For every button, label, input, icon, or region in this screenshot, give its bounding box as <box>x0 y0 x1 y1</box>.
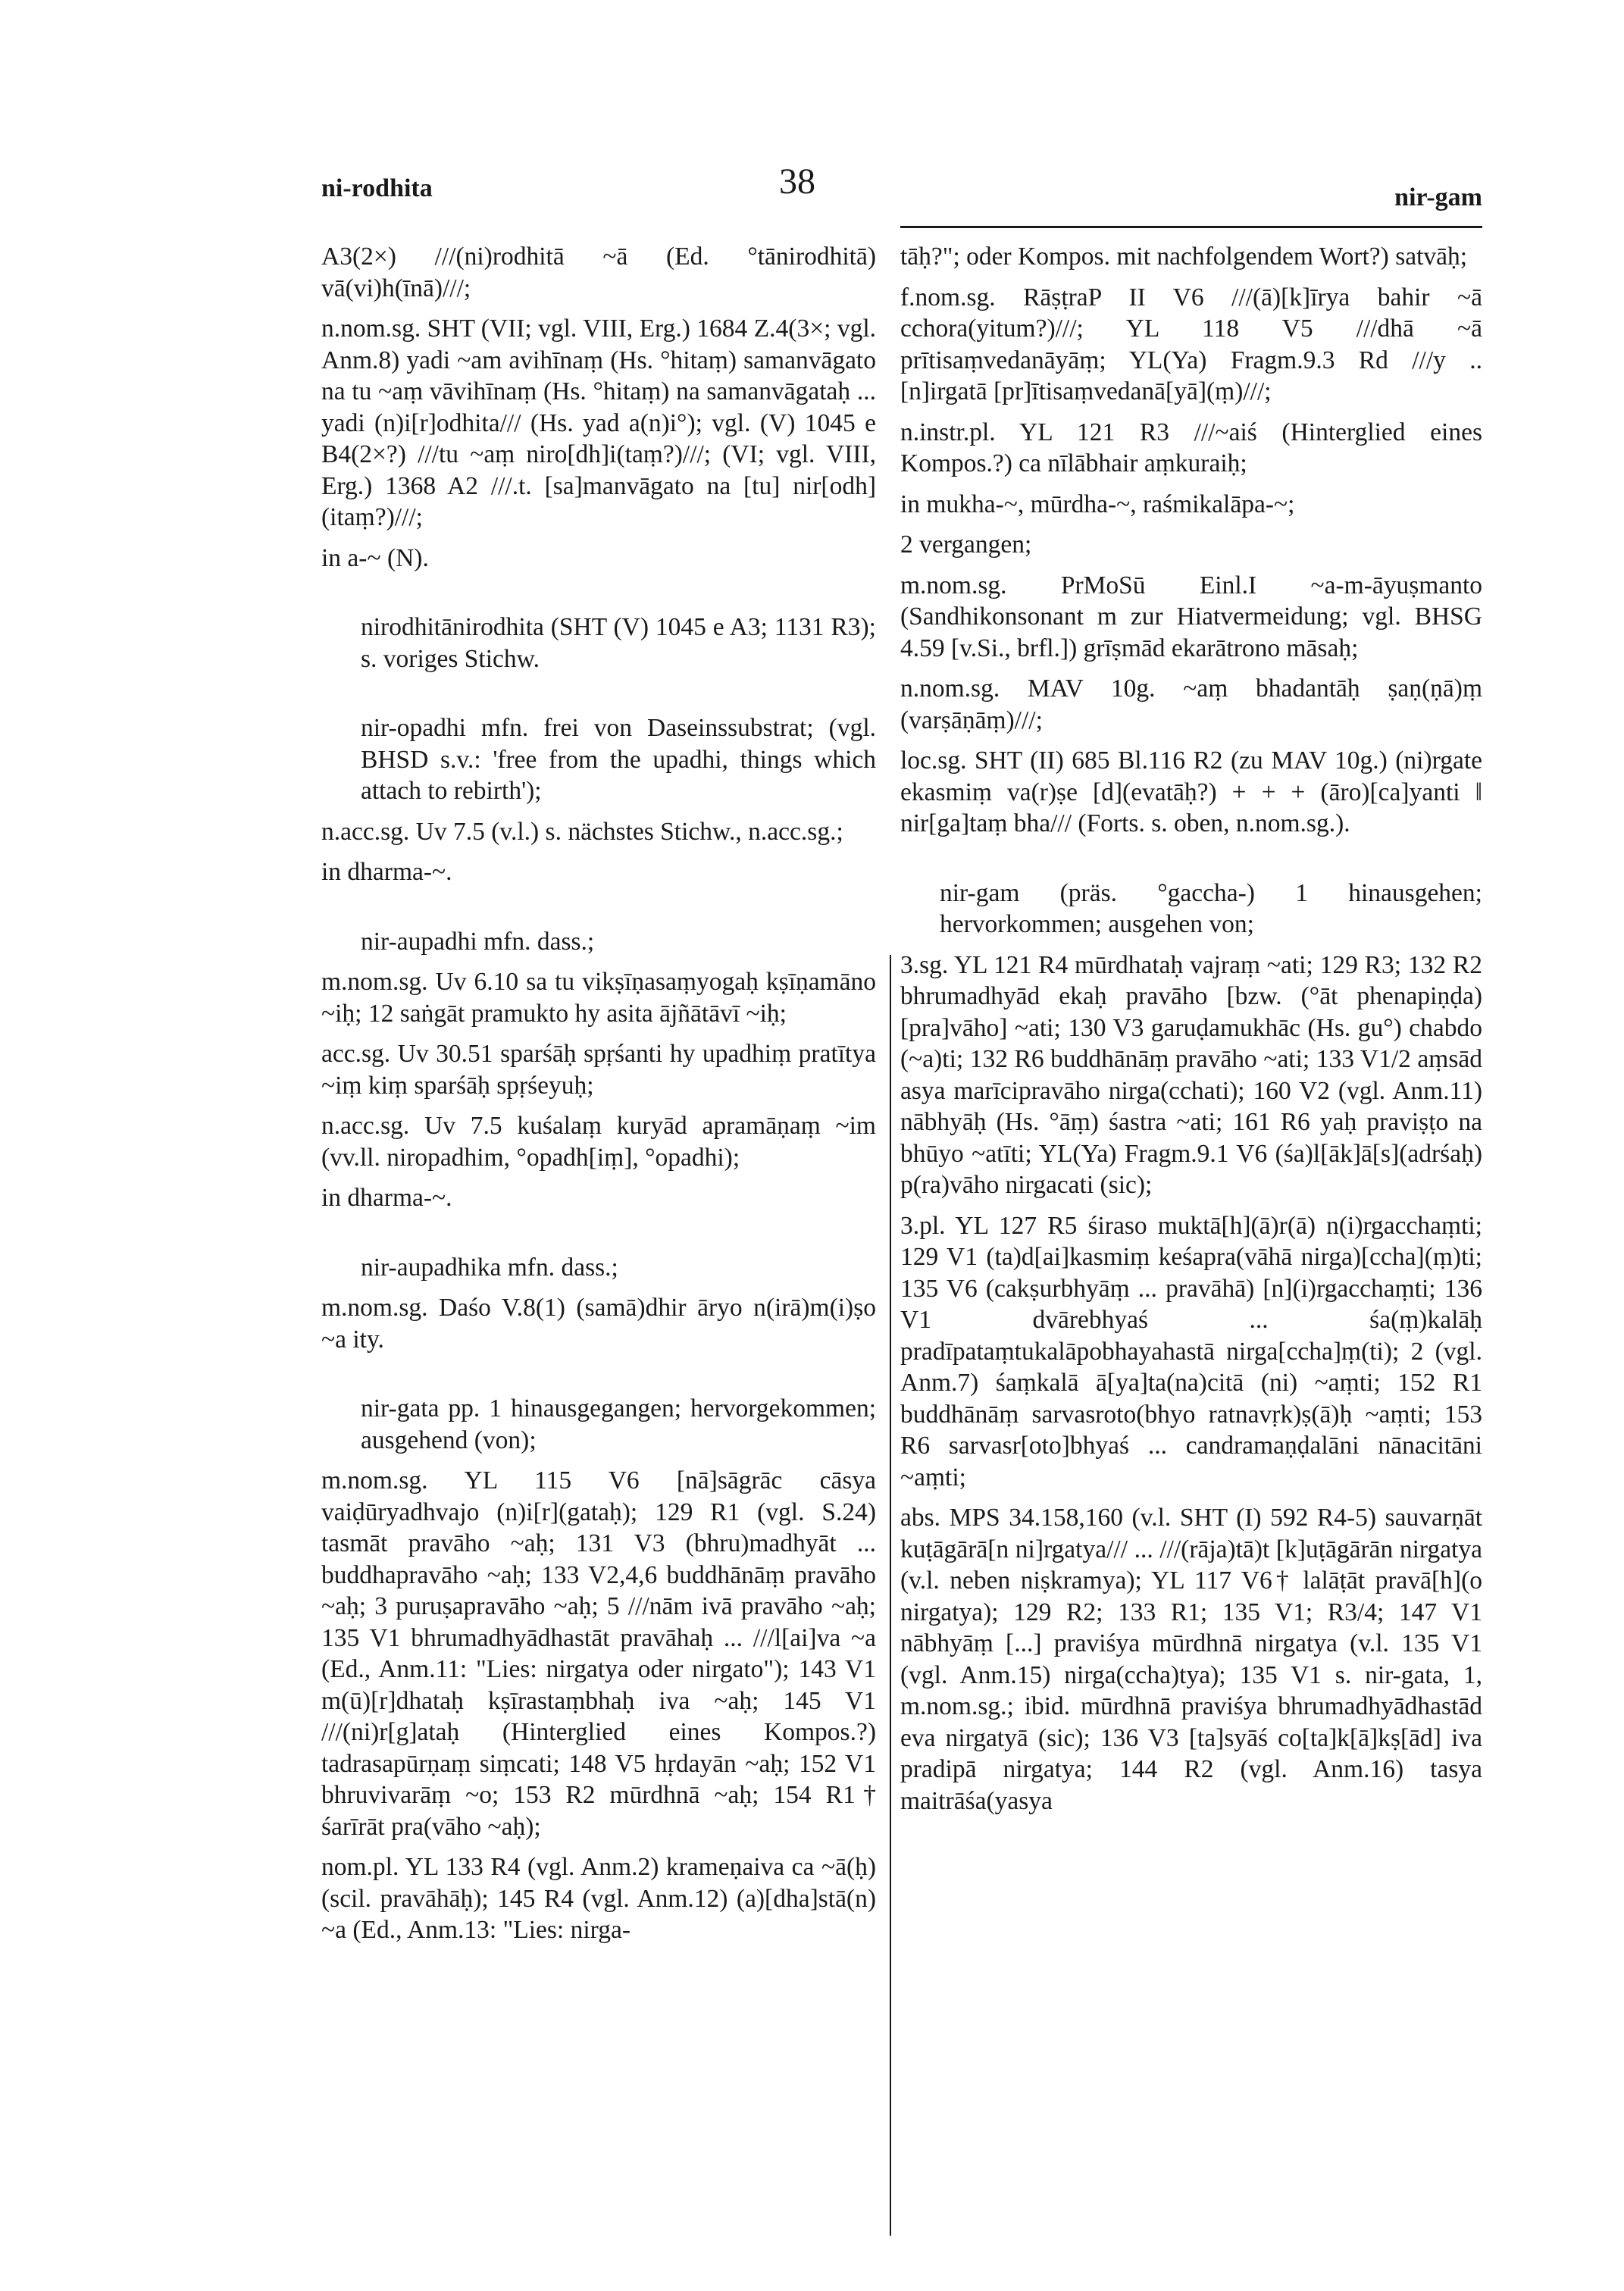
entry-line: abs. MPS 34.158,160 (v.l. SHT (I) 592 R4-5) sauvarṇāt kuṭāgārā[n ni]rgatya/// ... ///(rāja)tā)t [k]uṭāgārān nirgatya (v.l. neben niṣkramya); YL 117 V6† lalāṭāt pravā[h](o nirgatya); 129 R2; 133 R1; 135 V1; R3/4; 147 V1 nābhyāṃ [...] praviśya mūrdhnā nirgatya (v.l. 135 V1 (vgl. Anm.15) nirga(ccha)tya); 135 V1 s. nir-gata, 1, m.nom.sg.; ibid. mūrdhnā praviśya bhrumadhyādhastād eva nirgatyā (sic); 136 V3 [ta]syāś co[ta]k[ā]kṣ[ād] iva pradipā nirgatya; 144 R2 (vgl. Anm.16) tasya maitrāśa(yasya <box>900 1504 1482 1815</box>
entry-line: in dharma-~. <box>321 1184 452 1212</box>
entry-line: in dharma-~. <box>321 858 452 886</box>
running-headword-left: ni-rodhita <box>321 174 433 202</box>
entry-line: 2 vergangen; <box>900 530 1032 559</box>
entry-line: 3.pl. YL 127 R5 śiraso muktā[h](ā)r(ā) n(i)rgacchaṃti; 129 V1 (ta)d[ai]kasmiṃ keśapra(vāhā nirga)[ccha](ṃ)ti; 135 V6 (cakṣurbhyāṃ ... pravāhā) [n](i)rgacchaṃti; 136 V1 dvārebhyaś ... śa(ṃ)kalāḥ pradīpataṃtukalāpobhayahastā nirga[ccha]ṃ(ti); 2 (vgl. Anm.7) śaṃkalā ā[ya]ta(na)citā (ni) ~aṃti; 152 R1 buddhānāṃ sarvasroto(bhyo ratnavṛk)ṣ(ā)ḥ ~aṃti; 153 R6 sarvasr[oto]bhyaś ... candramaṇḍalāni nānacitāni ~aṃti; <box>900 1211 1482 1491</box>
entry-line: in a-~ (N). <box>321 543 429 572</box>
entry-line: m.nom.sg. Uv 6.10 sa tu vikṣīṇasaṃyogaḥ kṣīṇamāno ~iḥ; 12 saṅgāt pramukto hy asita ājñātāvī ~iḥ; <box>321 968 876 1028</box>
left-column <box>321 241 876 1984</box>
entry-line: f.nom.sg. RāṣṭraP II V6 ///(ā)[k]īrya bahir ~ā cchora(yitum?)///; YL 118 V5 ///dhā ~ā prītisaṃvedanāyāṃ; YL(Ya) Fragm.9.3 Rd ///y .. [n]irgatā [pr]ītisaṃvedanā[yā](ṃ)///; <box>900 283 1482 405</box>
entry-nir-gata-continued <box>900 241 1482 840</box>
entry-line: loc.sg. SHT (II) 685 Bl.116 R2 (zu MAV 10g.) (ni)rgate ekasmiṃ va(r)ṣe [d](evatāḥ?) + + + (āro)[ca]yanti ‖ nir[ga]taṃ bha/// (Forts. s. oben, n.nom.sg.). <box>900 746 1482 837</box>
entry-line: n.nom.sg. MAV 10g. ~aṃ bhadantāḥ ṣaṇ(ṇā)ṃ (varṣāṇāṃ)///; <box>900 674 1482 734</box>
entry-lemma-line: nir-gata pp. 1 hinausgegangen; hervorgekommen; ausgehend (von); <box>361 1394 876 1454</box>
entry-line: n.nom.sg. SHT (VII; vgl. VIII, Erg.) 1684 Z.4(3×; vgl. Anm.8) yadi ~am avihīnaṃ (Hs. °hitaṃ) samanvāgato na tu ~aṃ vāvihīnaṃ (Hs. °hitaṃ) na samanvāgataḥ ... yadi (n)i[r]odhita/// (Hs. yad a(n)i°); vgl. (V) 1045 e B4(2×?) ///tu ~aṃ niro[dh]i(taṃ?)///; (VI; vgl. VIII, Erg.) 1368 A2 ///.t. [sa]manvāgato na [tu] nir[odh](itaṃ?)///; <box>321 315 876 531</box>
entry-nirodhita-continued <box>321 241 876 574</box>
entry-line: acc.sg. Uv 30.51 sparśāḥ spṛśanti hy upadhiṃ pratītya ~iṃ kiṃ sparśāḥ spṛśeyuḥ; <box>321 1040 876 1100</box>
entry-nir-gata <box>321 1393 876 1946</box>
entry-line: in mukha-~, mūrdha-~, raśmikalāpa-~; <box>900 490 1295 518</box>
entry-line: nirodhitānirodhita (SHT (V) 1045 e A3; 1131 R3); s. voriges Stichw. <box>361 613 876 673</box>
entry-nir-aupadhika <box>321 1252 876 1356</box>
entry-nir-aupadhi <box>321 926 876 1214</box>
entry-lemma-line: nir-aupadhika mfn. dass.; <box>361 1253 618 1282</box>
entry-lemma-line: nir-opadhi mfn. frei von Daseinssubstrat; (vgl. BHSD s.v.: 'free from the upadhi, things which attach to rebirth'); <box>361 714 876 805</box>
entry-line: n.acc.sg. Uv 7.5 kuśalaṃ kuryād apramāṇaṃ ~im (vv.ll. niropadhim, °opadh[iṃ], °opadhi); <box>321 1112 876 1172</box>
page-number: 38 <box>779 161 815 202</box>
entry-nirodhitanirodhita <box>321 612 876 674</box>
entry-line: A3(2×) ///(ni)rodhitā ~ā (Ed. °tānirodhitā) vā(vi)h(īnā)///; <box>321 243 876 302</box>
entry-line: n.acc.sg. Uv 7.5 (v.l.) s. nächstes Stichw., n.acc.sg.; <box>321 817 843 846</box>
entry-line: tāḥ?"; oder Kompos. mit nachfolgendem Wort?) satvāḥ; <box>900 243 1468 271</box>
right-column <box>900 241 1482 1854</box>
entry-line: nom.pl. YL 133 R4 (vgl. Anm.2) krameṇaiva ca ~ā(ḥ) (scil. pravāhāḥ); 145 R4 (vgl. Anm.12) (a)[dha]stā(n) ~a (Ed., Anm.13: "Lies: nirga- <box>321 1853 876 1944</box>
running-headword-right: nir-gam <box>1394 183 1482 211</box>
entry-line: 3.sg. YL 121 R4 mūrdhataḥ vajraṃ ~ati; 129 R3; 132 R2 bhrumadhyād ekaḥ pravāho [bzw. (°āt phenapiṇḍa)[pra]vāho] ~ati; 130 V3 garuḍamukhāc (Hs. gu°) chabdo (~a)ti; 132 R6 buddhānāṃ pravāho ~ati; 133 V1/2 aṃsād asya marīcipravāho nirga(cchati); 160 V2 (vgl. Anm.11) nābhyāḥ (Hs. °āṃ) śastra ~ati; 161 R6 yaḥ praviṣṭo na bhūyo ~atīti; YL(Ya) Fragm.9.1 V6 (śa)l[āk]ā[s](adrśaḥ) p(ra)vāho nirgacati (sic); <box>900 950 1482 1199</box>
header-rule <box>900 226 1482 228</box>
entry-line: m.nom.sg. PrMoSū Einl.I ~a-m-āyuṣmanto (Sandhikonsonant m zur Hiatvermeidung; vgl. BHSG 4.59 [v.Si., brfl.]) grīṣmād ekarātrono māsaḥ; <box>900 571 1482 662</box>
entry-lemma-line: nir-aupadhi mfn. dass.; <box>361 927 595 956</box>
column-divider <box>890 955 891 2236</box>
page-header <box>321 161 1482 221</box>
entry-line: n.instr.pl. YL 121 R3 ///~aiś (Hinterglied eines Kompos.?) ca nīlābhair aṃkuraiḥ; <box>900 418 1482 477</box>
entry-line: m.nom.sg. YL 115 V6 [nā]sāgrāc cāsya vaiḍūryadhvajo (n)i[r](gataḥ); 129 R1 (vgl. S.24) tasmāt pravāho ~aḥ; 131 V3 (bhru)madhyāt ... buddhapravāho ~aḥ; 133 V2,4,6 buddhānāṃ pravāho ~aḥ; 3 puruṣapravāho ~aḥ; 5 ///nām ivā pravāho ~aḥ; 135 V1 bhrumadhyādhastāt pravāhaḥ ... ///l[ai]va ~a (Ed., Anm.11: "Lies: nirgatya oder nirgato"); 143 V1 m(ū)[r]dhataḥ kṣīrastaṃbhaḥ iva ~aḥ; 145 V1 ///(ni)r[g]ataḥ (Hinterglied eines Kompos.?) tadrasapūrṇaṃ siṃcati; 148 V5 hṛdayān ~aḥ; 152 V1 bhruvivarāṃ ~o; 153 R2 mūrdhnā ~aḥ; 154 R1† śarīrāt pra(vāho ~aḥ); <box>321 1466 876 1841</box>
entry-nir-gam <box>900 878 1482 1817</box>
entry-lemma-line: nir-gam (präs. °gaccha-) 1 hinausgehen; hervorkommen; ausgehen von; <box>940 878 1482 938</box>
entry-line: m.nom.sg. Daśo V.8(1) (samā)dhir āryo n(irā)m(i)ṣo ~a ity. <box>321 1294 876 1354</box>
entry-nir-opadhi <box>321 712 876 888</box>
